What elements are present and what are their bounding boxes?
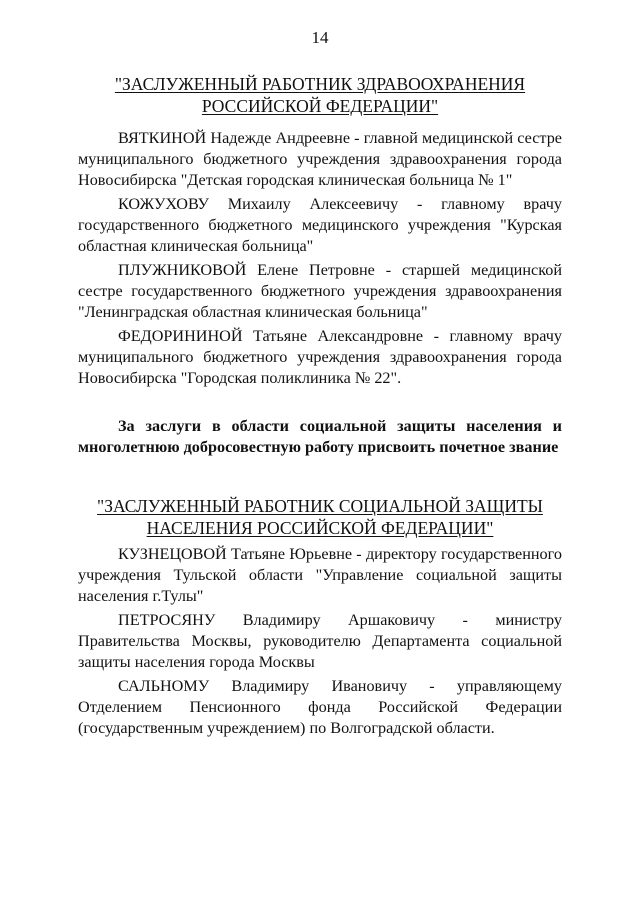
recipient-entry — [78, 194, 562, 257]
award-title-line: "ЗАСЛУЖЕННЫЙ РАБОТНИК СОЦИАЛЬНОЙ ЗАЩИТЫ — [97, 496, 543, 516]
recipient-surname: САЛЬНОМУ — [118, 677, 210, 695]
recipient-surname: ФЕДОРИНИНОЙ — [118, 327, 243, 345]
recipient-surname: ПЕТРОСЯНУ — [118, 611, 216, 629]
recipient-details: Михаилу Алексеевичу - главному врачу государственного бюджетного медицинского учреждения "Курская областная клиническая больница" — [78, 195, 562, 255]
recipient-entry — [78, 610, 562, 673]
recipient-details: Елене Петровне - старшей медицинской сестре государственного бюджетного учреждения здравоохранения "Ленинградская областная клиническая больница" — [78, 261, 562, 321]
recipient-details: Надежде Андреевне - главной медицинской сестре муниципального бюджетного учреждения здравоохранения города Новосибирска "Детская городская клиническая больница № 1" — [78, 129, 562, 189]
award-title-health — [0, 73, 640, 117]
recipient-details: Владимиру Ивановичу - управляющему Отделением Пенсионного фонда Российской Федерации (государственным учреждением) по Волгоградской области. — [78, 677, 562, 737]
award-title-line: "ЗАСЛУЖЕННЫЙ РАБОТНИК ЗДРАВООХРАНЕНИЯ — [114, 74, 526, 94]
recipient-entry — [78, 326, 562, 389]
decree-paragraph: За заслуги в области социальной защиты населения и многолетнюю добросовестную работу присвоить почетное звание — [78, 417, 562, 456]
recipient-entry — [78, 676, 562, 739]
recipient-entry — [78, 544, 562, 607]
recipient-details: Татьяне Александровне - главному врачу муниципального бюджетного учреждения здравоохранения города Новосибирска "Городская поликлиника № 22". — [78, 327, 562, 387]
recipient-surname: ВЯТКИНОЙ — [118, 129, 207, 147]
award-title-line: НАСЕЛЕНИЯ РОССИЙСКОЙ ФЕДЕРАЦИИ" — [146, 518, 494, 538]
recipient-list-health — [78, 128, 562, 392]
recipient-entry — [78, 128, 562, 191]
recipient-list-social — [78, 544, 562, 742]
award-title-social — [0, 495, 640, 539]
recipient-surname: КОЖУХОВУ — [118, 195, 209, 213]
recipient-details: Владимиру Аршаковичу - министру Правительства Москвы, руководителю Департамента социальной защиты населения города Москвы — [78, 611, 562, 671]
recipient-entry — [78, 260, 562, 323]
recipient-surname: КУЗНЕЦОВОЙ — [118, 545, 227, 563]
award-title-line: РОССИЙСКОЙ ФЕДЕРАЦИИ" — [201, 96, 439, 116]
recipient-details: Татьяне Юрьевне - директору государственного учреждения Тульской области "Управление социальной защиты населения г.Тулы" — [78, 545, 562, 605]
page-number: 14 — [311, 28, 329, 47]
recipient-surname: ПЛУЖНИКОВОЙ — [118, 261, 247, 279]
